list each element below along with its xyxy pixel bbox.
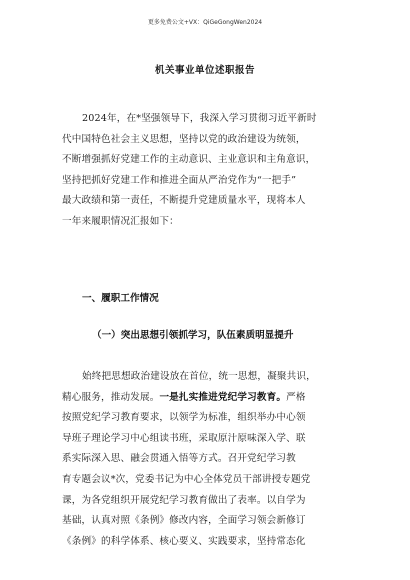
intro-line: 代中国特色社会主义思想，坚持以党的政治建设为统领，: [62, 133, 306, 145]
intro-line: 不断增强抓好党建工作的主动意识、主业意识和主角意识，: [62, 154, 316, 166]
intro-line: 一年来履职情况汇报如下：: [62, 215, 179, 227]
body-line: 课，为各党组织开展党纪学习教育做出了表率。以自学为: [62, 494, 306, 506]
body-line: 系实际深入思、融会贯通入悟等方式。召开党纪学习教: [62, 453, 296, 465]
body-line-mixed: [62, 388, 354, 409]
intro-line: 最大政绩和第一责任，不断提升党建质量水平，现将本人: [62, 195, 306, 207]
bold-point: 一是扎实推进党纪学习教育。: [159, 391, 287, 403]
section-heading: 一、履职工作情况: [82, 293, 159, 304]
intro-line: 2024年，在*坚强领导下，我深入学习贯彻习近平新时: [82, 113, 317, 124]
header-note: 更多免费公文+VX：QiGeGongWen2024: [147, 19, 263, 26]
body-paragraph: [62, 367, 354, 552]
body-line: 《条例》的科学体系、核心要义、实践要求，坚持常态化: [62, 535, 306, 547]
intro-line: 坚持把抓好党建工作和推进全面从严治党作为“一把手”: [62, 174, 297, 186]
body-line: 导班子理论学习中心组读书班，采取原汁原味深入学、联: [62, 432, 306, 444]
body-text: 精心服务，推动发展。: [62, 391, 160, 403]
intro-paragraph: [62, 109, 354, 233]
body-text: 严格: [286, 391, 306, 403]
document-title: 机关事业单位述职报告: [154, 65, 255, 76]
body-line: 按照党纪学习教育要求，以领学为标准，组织举办中心领: [62, 412, 306, 424]
body-line: 始终把思想政治建设放在首位，统一思想，凝聚共识，: [82, 371, 316, 382]
body-line: 育专题会议*次，党委书记为中心全体党员干部讲授专题党: [62, 473, 311, 485]
body-line: 基础，认真对照《条例》修改内容，全面学习领会新修订: [62, 515, 306, 527]
subsection-heading: （一）突出思想引领抓学习，队伍素质明显提升: [92, 330, 294, 341]
